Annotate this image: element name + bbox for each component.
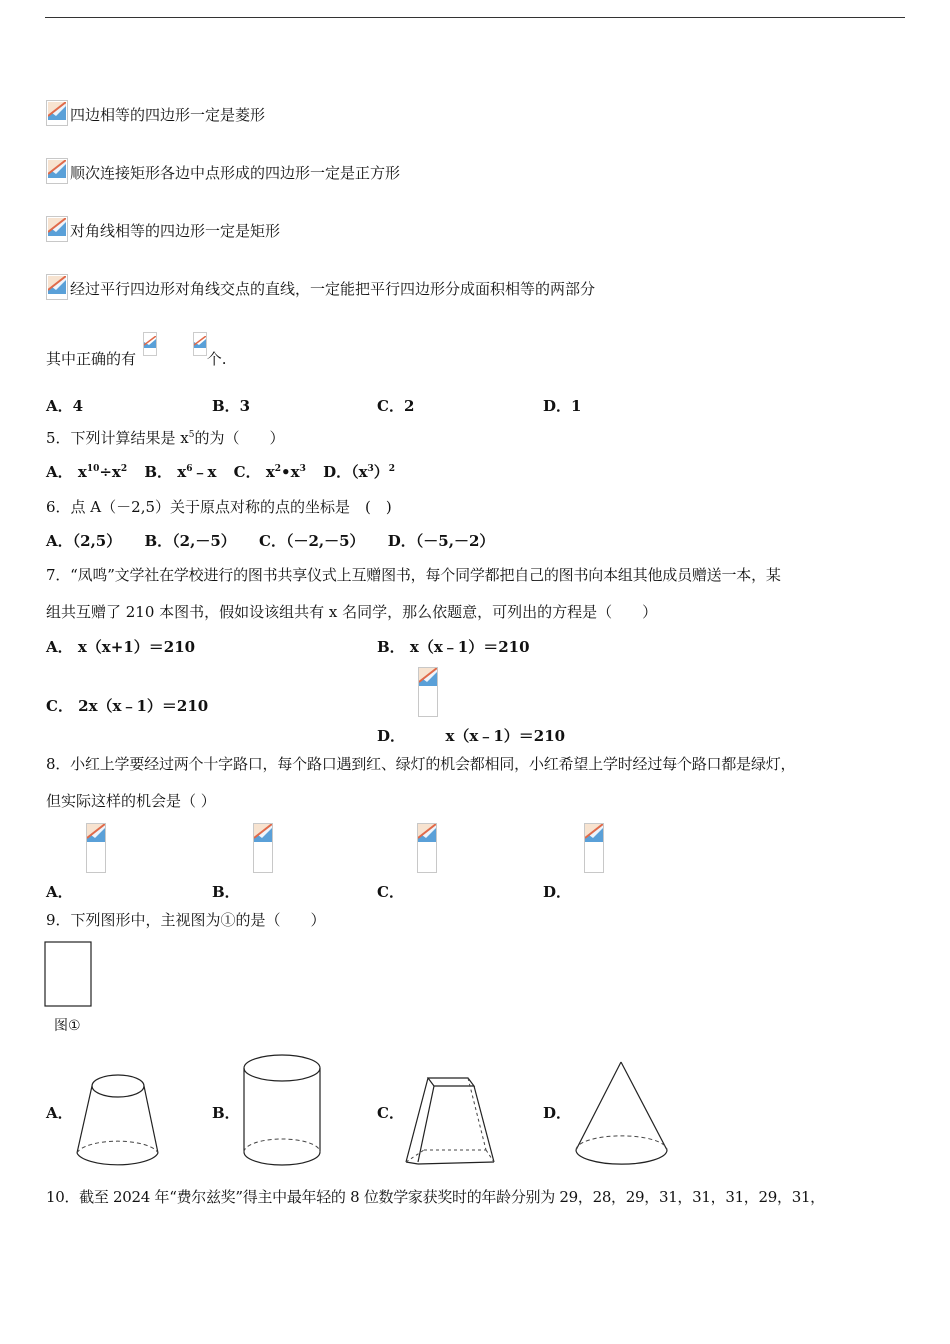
q5-options: [46, 462, 395, 482]
q8-option-d[interactable]: D．: [543, 823, 604, 874]
statement-1: 四边相等的四边形一定是菱形: [46, 100, 265, 126]
statement-3: 对角线相等的四边形一定是矩形: [46, 216, 280, 242]
q7-option-c[interactable]: C． 2x（x﹣1）＝210: [46, 697, 209, 715]
statement-4: 经过平行四边形对角线交点的直线，一定能把平行四边形分成面积相等的两部分: [46, 274, 595, 300]
frustum-figure: [72, 1068, 164, 1172]
broken-image-icon: [143, 332, 157, 356]
broken-image-icon: [253, 823, 273, 873]
broken-image-icon: [418, 667, 438, 717]
statement-2: 顺次连接矩形各边中点形成的四边形一定是正方形: [46, 158, 400, 184]
q8-stem-line1: 8．小红上学要经过两个十字路口，每个路口遇到红、绿灯的机会都相同，小红希望上学时经过每个路口都是绿灯，: [46, 755, 796, 773]
q8-stem-line2: 但实际这样的机会是（ ）: [46, 792, 216, 810]
q8-option-c[interactable]: C．: [377, 823, 437, 874]
broken-image-icon: [193, 332, 207, 356]
q10-stem-line1: 10．截至 2024 年“费尔兹奖”得主中最年轻的 8 位数学家获奖时的年龄分别为 29，28，29，31，31，31，29，31，: [46, 1188, 825, 1206]
q9-stem: 9．下列图形中，主视图为①的是（ ）: [46, 911, 326, 929]
q7-option-b[interactable]: B． x（x﹣1）＝210: [377, 638, 530, 656]
broken-image-icon: [46, 274, 68, 300]
q5-option-c[interactable]: C． $x^2•x^3$: [233, 463, 306, 481]
q7-option-a[interactable]: A． x（x+1）＝210: [46, 638, 196, 656]
q7-option-d[interactable]: D． x（x﹣1）＝210: [377, 667, 563, 718]
q9-option-a[interactable]: A．: [46, 1104, 73, 1122]
q7-stem-line1: 7．“凤鸣”文学社在学校进行的图书共享仪式上互赠图书，每个同学都把自己的图书向本组其他成员赠送一本，某: [46, 566, 781, 584]
broken-image-icon: [86, 823, 106, 873]
figure-1-rectangle: [44, 941, 94, 1009]
q5-option-b[interactable]: B． $x^6﹣x$: [144, 463, 217, 481]
broken-image-icon: [46, 100, 68, 126]
q4-prompt: 其中正确的有 个.: [46, 346, 227, 369]
q8-option-b[interactable]: B．: [212, 823, 273, 874]
q6-stem: 6．点 A（－2,5）关于原点对称的点的坐标是 ( ): [46, 498, 392, 516]
q9-option-b[interactable]: B．: [212, 1104, 240, 1122]
broken-image-icon: [417, 823, 437, 873]
q8-option-a[interactable]: A．: [46, 823, 106, 874]
q6-option-b[interactable]: B．（2,－5）: [144, 532, 236, 550]
q9-option-c[interactable]: C．: [377, 1104, 404, 1122]
q6-options: [46, 531, 494, 551]
cone-figure: [572, 1058, 672, 1168]
q4-option-d[interactable]: D．1: [543, 397, 582, 415]
q4-option-a[interactable]: A．4: [46, 397, 84, 415]
q5-option-a[interactable]: A． $x^{10}\div x^2$: [46, 463, 128, 481]
q5-option-d[interactable]: D．$(x^3)^2$: [323, 463, 396, 481]
q4-option-c[interactable]: C．2: [377, 397, 415, 415]
broken-image-icon: [584, 823, 604, 873]
q6-option-a[interactable]: A．（2,5）: [46, 532, 122, 550]
q7-stem-line2: 组共互赠了 210 本图书，假如设该组共有 x 名同学，那么依题意，可列出的方程是（ ）: [46, 603, 658, 621]
q6-option-d[interactable]: D．（－5,－2）: [387, 532, 495, 550]
broken-image-icon: [46, 158, 68, 184]
cylinder-figure: [240, 1052, 324, 1170]
prism-frustum-figure: [402, 1072, 500, 1168]
q6-option-c[interactable]: C．（－2,－5）: [259, 532, 365, 550]
answer-blank: [141, 346, 193, 366]
figure-1-caption: 图①: [54, 1018, 81, 1034]
q4-option-b[interactable]: B．3: [212, 397, 251, 415]
q5-stem: 5．下列计算结果是 $x^5$的为（ ）: [46, 429, 285, 447]
q9-option-d[interactable]: D．: [543, 1104, 572, 1122]
header-rule: [45, 17, 905, 18]
broken-image-icon: [46, 216, 68, 242]
